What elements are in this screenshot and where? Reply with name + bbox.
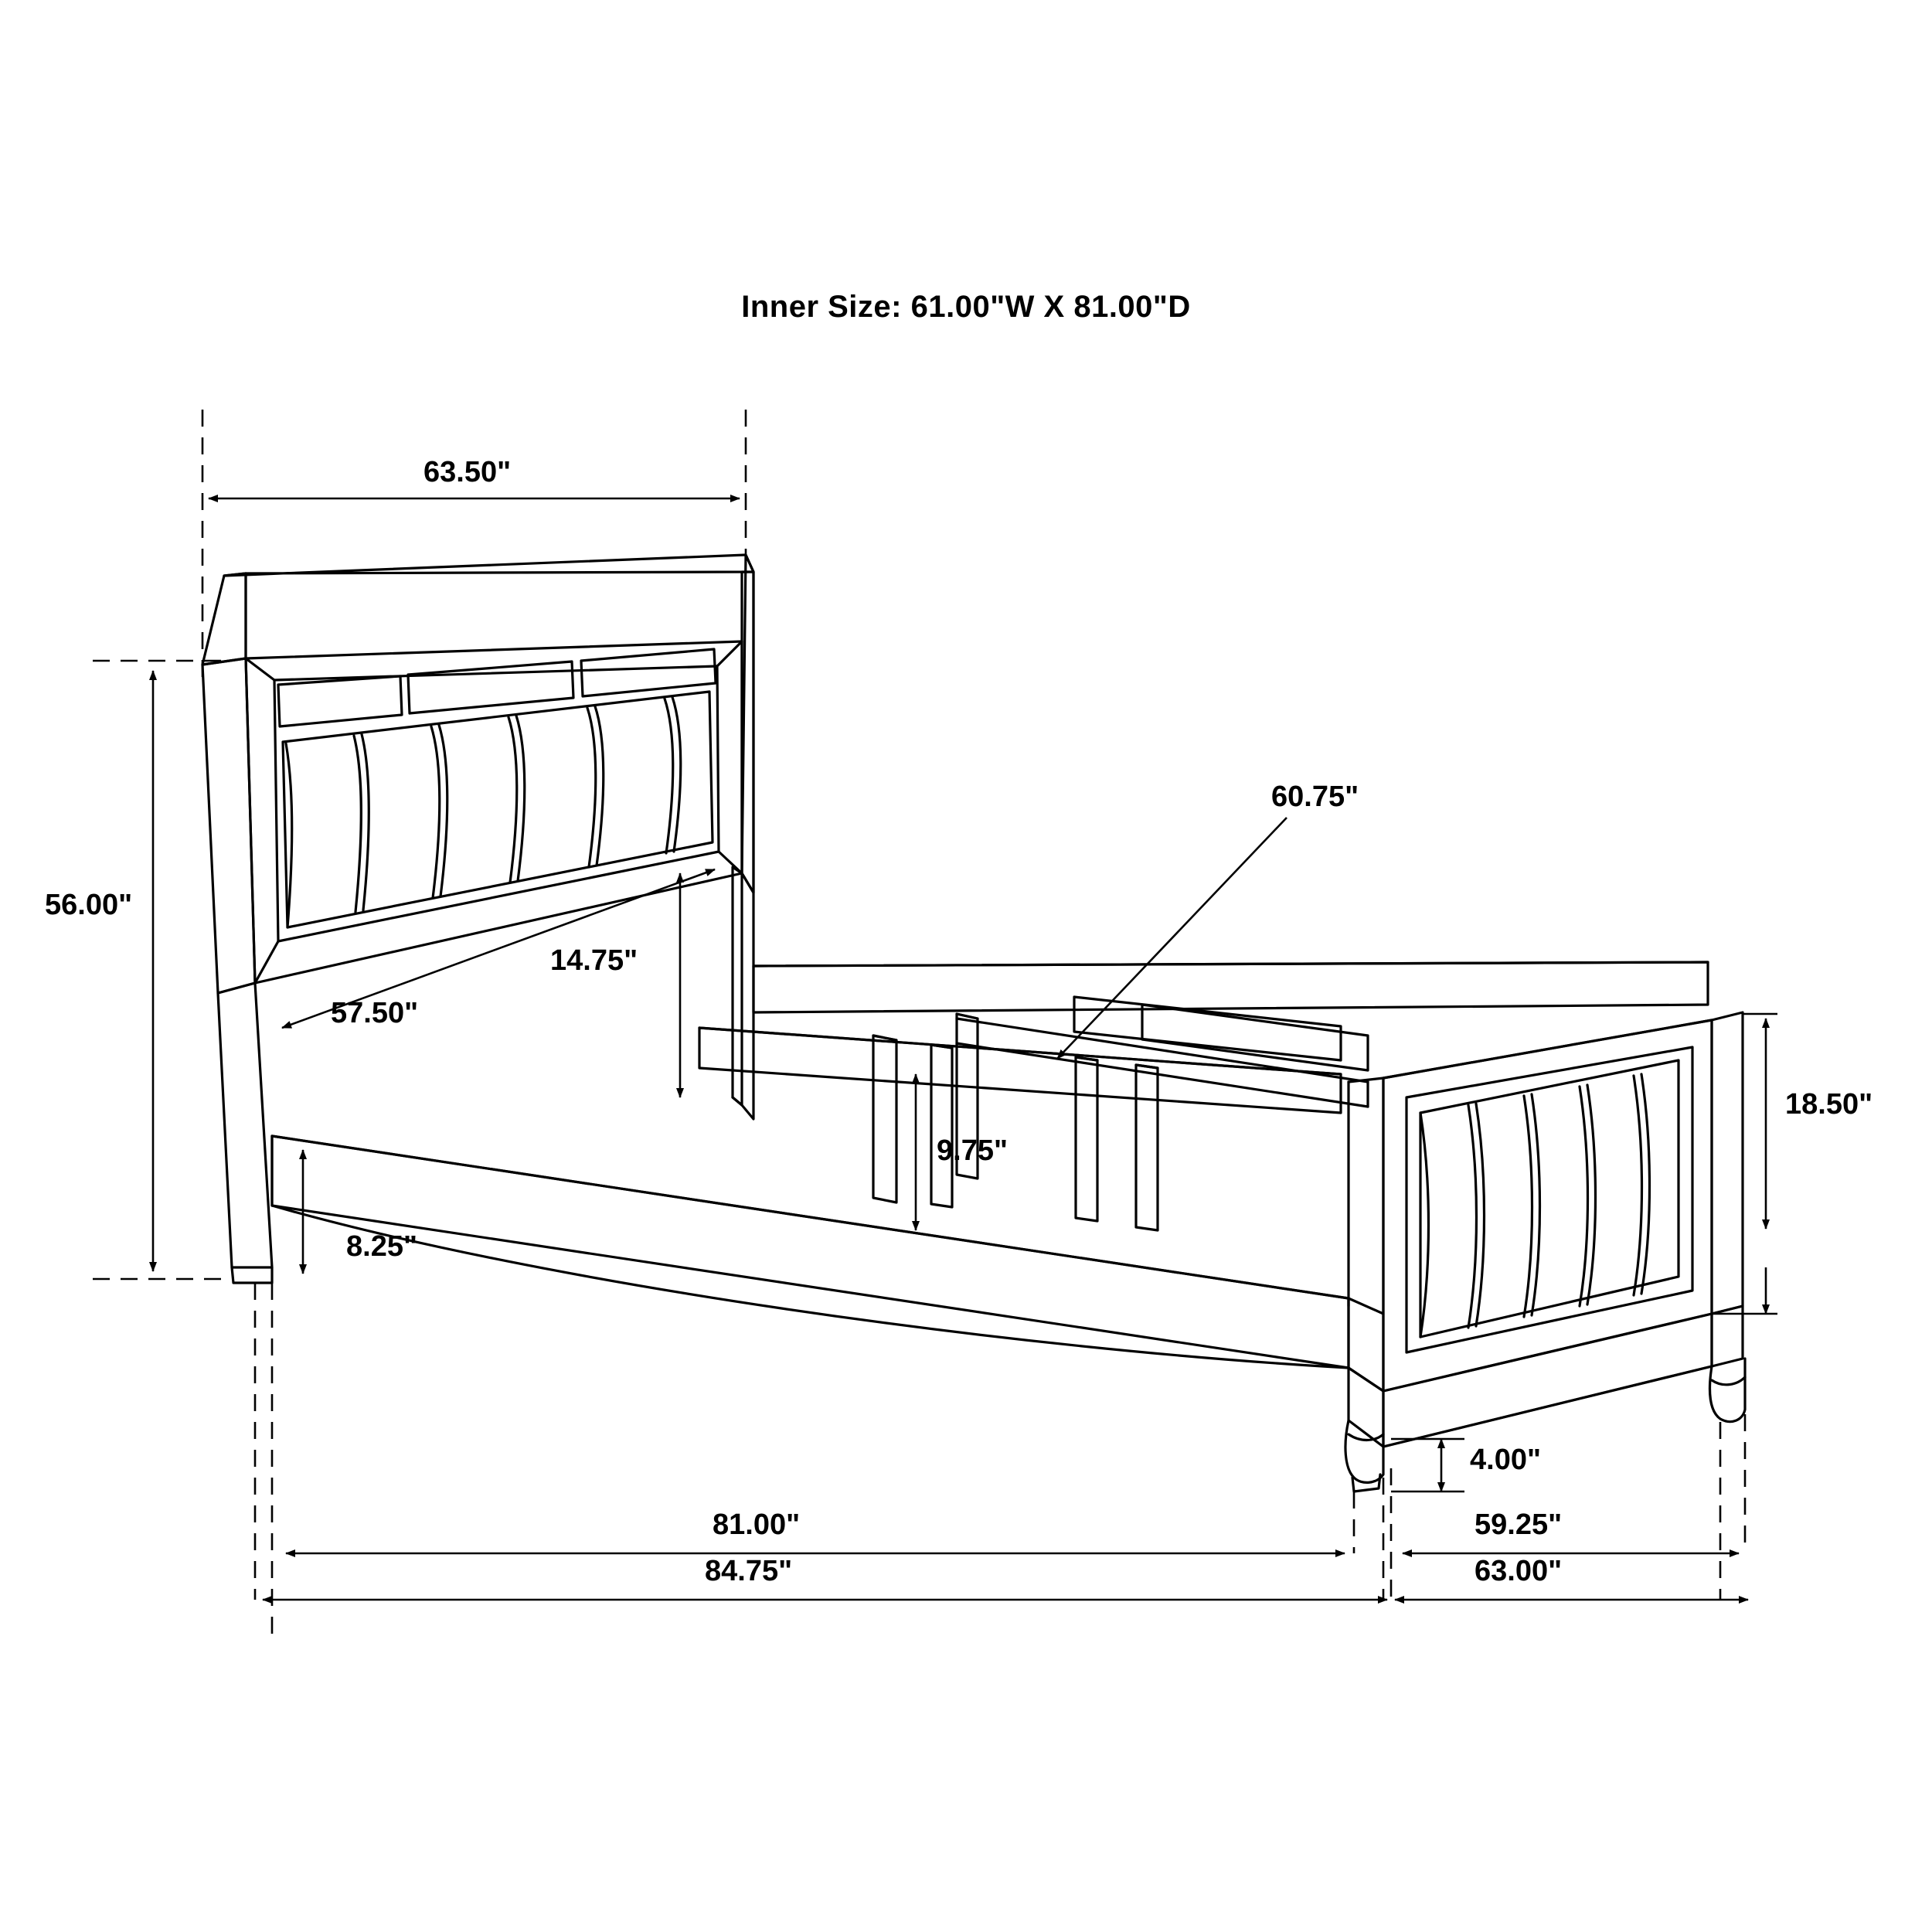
dim-label-8-25: 8.25" [346,1230,417,1263]
leader-line-60-75 [1057,818,1287,1059]
headboard-panel-frame [246,641,742,983]
dim-label-14-75: 14.75" [550,944,638,977]
headboard-upper-panels [278,649,716,726]
side-rail-back [753,962,1708,1012]
footboard [1345,1012,1745,1492]
headboard-outer [202,555,753,993]
headboard-right-post [733,572,753,1119]
headboard-left-post-leg [218,983,272,1283]
dim-label-59-25: 59.25" [1475,1509,1563,1541]
dim-label-18-50: 18.50" [1785,1088,1873,1121]
dim-label-84-75: 84.75" [705,1555,793,1587]
headboard-cushion [283,692,713,927]
side-rail-front [272,1136,1349,1368]
dim-label-57-50: 57.50" [331,997,419,1029]
dim-label-63-00: 63.00" [1475,1555,1563,1587]
dim-label-9-75: 9.75" [937,1134,1008,1167]
rear-slat-rail [1074,997,1341,1060]
dim-label-56-00: 56.00" [45,889,133,921]
dim-label-63-50: 63.50" [423,456,512,488]
dim-label-60-75: 60.75" [1271,781,1359,813]
center-support-rail [699,1028,1341,1113]
dim-label-4-00: 4.00" [1470,1444,1541,1476]
dim-label-81-00: 81.00" [713,1509,801,1541]
bed-slats [873,1005,1368,1230]
page-title: Inner Size: 61.00"W X 81.00"D [741,290,1191,324]
